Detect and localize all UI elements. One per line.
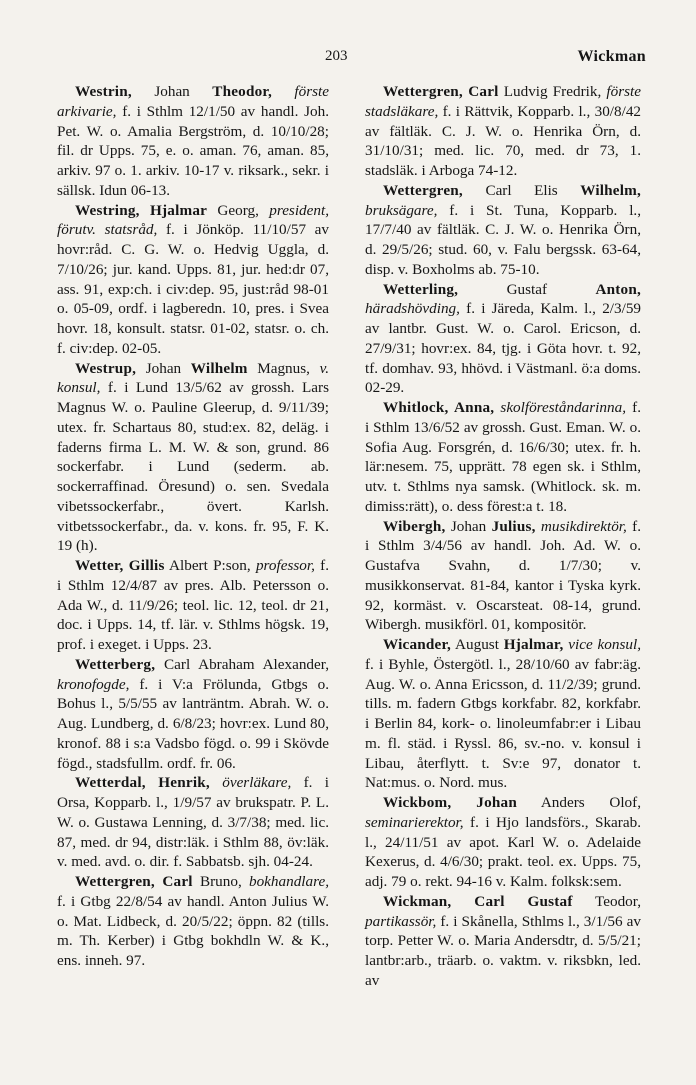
biography-entry: [365, 517, 641, 636]
page-header: [0, 48, 696, 72]
entry-given-name-rest: Georg,: [217, 201, 259, 219]
entry-title: överläkare,: [222, 774, 292, 792]
entry-given-name-rest: Ludvig Fredrik,: [503, 83, 602, 100]
biography-entry: [365, 82, 641, 181]
entry-title: vice konsul,: [568, 636, 641, 653]
entry-given-name: Gustaf: [506, 280, 548, 298]
entry-given-name-rest: Anders Olof,: [540, 794, 641, 811]
entry-title: kronofogde,: [57, 675, 130, 693]
entry-title: partikassör,: [365, 912, 437, 930]
entry-given-name-rest: Magnus,: [257, 359, 310, 377]
entry-text: f. i Lund 13/5/62 av grossh. Lars Magnus W. o. Pauline Gleerup, d. 9/11/39; utex. fr. Schartaus 80, stud:ex. 82, deläg. i faderns firma L. M. W. & son, grund. 86 sockerfabr. i Lund (sederm. ab. sockerraffinad. Öresund) o. sen. Svedala vibetssockerfabr., övert. Karlsh. vitbetssockerfabr., da. v. kons. fr. 95, F. K. 19 (h).: [57, 379, 329, 555]
entry-title: v. konsul,: [57, 359, 329, 397]
right-column: [365, 82, 641, 991]
entry-given-name: Carl Elis: [485, 181, 558, 199]
entry-call-name: Wilhelm,: [580, 181, 642, 199]
entry-call-name: Gillis: [128, 557, 165, 574]
biography-entry: [365, 398, 641, 517]
page-number: 203: [325, 48, 348, 64]
entry-title: president, förutv. statsråd,: [57, 201, 330, 239]
biography-entry: [57, 201, 329, 359]
biography-entry: [365, 181, 641, 280]
entry-given-name-rest: Carl Abraham Alexander,: [164, 655, 330, 673]
entry-title: förste arkivarie,: [57, 83, 330, 120]
entry-surname: Westrup,: [75, 359, 137, 377]
biography-entry: [57, 773, 329, 872]
entry-title: bruksägare,: [365, 201, 438, 219]
entry-title: förste stadsläkare,: [365, 83, 641, 120]
biography-entry: [57, 556, 329, 655]
entry-call-name: Theodor,: [212, 83, 272, 100]
entry-surname: Wetterberg,: [75, 655, 156, 673]
entry-text: f. i Jönköp. 11/10/57 av hovr:råd. C. G. W. o. Hedvig Uggla, d. 7/10/26; jur. kand. Upps. 81, jur. hed:dr 07, ass. 91, exp:ch. i civ:dep. 95, just:råd 98-01 o. 05-09, ordf. i lagberedn. 10, pres. i Svea hovr. 18, konsult. statsr. 01-02, statsr. o. ch. f. civ:dep. 02-05.: [57, 221, 330, 357]
entry-surname: Wetterling,: [383, 280, 459, 298]
entry-surname: Westring,: [75, 201, 140, 219]
entry-text: f. i St. Tuna, Kopparb. l., 17/7/40 av fältläk. C. J. W. o. Henrika Örn, d. 29/5/26; stud. 60, v. Falu bergssk. 63-64, disp. v. Boxholms ab. 75-10.: [365, 201, 642, 278]
entry-given-name: August: [455, 636, 499, 653]
entry-given-name-rest: Albert P:son,: [169, 557, 251, 574]
entry-surname: Wetterdal, Henrik,: [75, 774, 210, 792]
entry-surname: Wickbom, Johan: [383, 794, 517, 811]
entry-surname: Wettergren,: [383, 181, 463, 199]
entry-surname: Wicander,: [383, 636, 452, 653]
left-column: [57, 82, 329, 971]
entry-surname: Whitlock, Anna,: [383, 399, 495, 416]
entry-text: f. i Gtbg 22/8/54 av handl. Anton Julius W. o. Mat. Lidbeck, d. 20/5/22; öppn. 82 (tills. m. Th. Kerber) i Gtbg bokhdln W. & K., ens. inneh. 97.: [57, 892, 329, 969]
biography-entry: [57, 359, 329, 557]
entry-surname: Wettergren, Carl: [383, 83, 499, 100]
running-head: Wickman: [577, 48, 646, 65]
entry-text: f. i Hjo landsförs., Skarab. l., 24/11/51 av apot. Karl W. o. Adelaide Kexerus, d. 4/6/30; prakt. teol. ex. Upps. 75, adj. 79 o. rekt. 94-16 v. Kalm. folksk:sem.: [365, 813, 641, 890]
entry-text: f. i Sthlm 3/4/56 av handl. Joh. Ad. W. o. Gustafva Svahn, d. 1/7/30; v. musikkonservat. 81-84, kantor i Tyska kyrk. 92, kormäst. v. Oscarsteat. 08-14, grund. Wibergh. musikförl. 01, kompositör.: [365, 517, 642, 634]
entry-call-name: Hjalmar: [150, 201, 208, 219]
entry-title: musikdirektör,: [540, 517, 627, 535]
entry-title: häradshövding,: [365, 300, 460, 318]
entry-given-name: Johan: [145, 359, 182, 377]
entry-title: seminarierektor,: [365, 813, 464, 831]
entry-text: f. i Orsa, Kopparb. l., 1/9/57 av brukspatr. P. L. W. o. Gustawa Lenning, d. 3/7/38; med. lic. 87, med. dr 94, distr:läk. i Sthlm 88, öv:läk. v. med. avd. o. dir. f. Sabbatsb. sjh. 04-24.: [57, 774, 330, 871]
biography-entry: [365, 793, 641, 892]
biography-entry: [365, 280, 641, 399]
entry-text: f. i Sthlm 12/4/87 av pres. Alb. Petersson o. Ada W., d. 11/9/26; teol. lic. 12, teol. dr 21, doc. i Upps. 14, tf. lär. v. Sthlms högsk. 19, prof. i exeget. i Upps. 23.: [57, 557, 330, 653]
entry-title: bokhandlare,: [248, 873, 329, 890]
entry-text: f. i Skånella, Sthlms l., 3/1/56 av torp. Petter W. o. Maria Andersdtr, d. 5/5/21; lantbr:arb., träarb. o. vaktm. v. riksbkn, led. av: [365, 912, 642, 989]
entry-text: f. i Rättvik, Kopparb. l., 30/8/42 av fältläk. C. J. W. o. Henrika Örn, d. 31/10/31; med. lic. 70, med. dr 73, 1. stadsläk. i Arboga 74-12.: [365, 102, 642, 179]
biography-entry: [57, 82, 329, 201]
biography-entry: [57, 872, 329, 971]
entry-text: f. i Sthlm 12/1/50 av handl. Joh. Pet. W. o. Amalia Bergström, d. 10/10/28; fil. dr Upps. 75, e. o. aman. 76, aman. 85, arkiv. 97 o. 1. arkiv. 10-17 v. riksark., sekr. i sällsk. Idun 06-13.: [57, 102, 330, 199]
entry-surname: Westrin,: [75, 83, 132, 100]
entry-call-name: Wilhelm: [190, 359, 248, 377]
entry-text: f. i Sthlm 13/6/52 av grossh. Gust. Eman. W. o. Sofia Aug. Forsgrén, d. 16/6/30; utex. fr. h. lär:nesem. 75, upprätt. 78 egen sk. i Sthlm, utv. t. Sthlms nya samsk. (Whitlock. sk. m. dimiss:rätt), o. dess förest:a t. 18.: [365, 399, 641, 515]
entry-given-name-rest: Teodor,: [595, 892, 641, 910]
entry-call-name: Julius,: [491, 517, 536, 535]
entry-text: f. i Byhle, Östergötl. l., 28/10/60 av fabr:äg. Aug. W. o. Anna Ericsson, d. 11/2/39; grund. tills. m. fadern Gtbgs korkfabr. 82, korkfabr. i Berlin 84, kork- o. linoleumfabr:er i Libau m. fl. städ. i Ryssl. 86, sv.-no. v. konsul i Libau, återflytt. t. Sv:e 97, donator t. Nat:mus. o. Nord. mus.: [365, 655, 641, 792]
entry-given-name: Johan: [450, 517, 487, 535]
biography-entry: [365, 892, 641, 991]
entry-call-name: Hjalmar,: [503, 636, 564, 653]
entry-title: professor,: [255, 557, 315, 574]
entry-text: f. i V:a Frölunda, Gtbgs o. Bohus l., 5/5/55 av lanträntm. Abrah. W. o. Aug. Lundberg, d. 6/8/23; hovr:ex. Lund 80, kronof. 88 i s:a Vadsbo fögd. o. 99 i Skövde fögd., stadsfullm. ordf. fr. 06.: [57, 675, 330, 772]
biography-entry: [57, 655, 329, 774]
entry-surname: Wickman, Carl Gustaf: [383, 892, 573, 910]
entry-surname: Wettergren, Carl: [75, 873, 193, 890]
entry-given-name-rest: Bruno,: [199, 873, 242, 890]
entry-surname: Wetter,: [75, 557, 124, 574]
entry-surname: Wibergh,: [383, 517, 446, 535]
entry-given-name: Johan: [154, 83, 190, 100]
entry-call-name: Anton,: [595, 280, 641, 298]
entry-text: f. i Järeda, Kalm. l., 2/3/59 av lantbr. Gust. W. o. Carol. Ericson, d. 27/9/31; hovr:ex. 84, tjg. i Göta hovr. t. 92, tf. domhav. 93, hhövd. i Västmanl. ö:a doms. 02-29.: [365, 300, 642, 397]
entry-title: skolföreståndarinna,: [500, 399, 626, 416]
biography-entry: [365, 635, 641, 793]
